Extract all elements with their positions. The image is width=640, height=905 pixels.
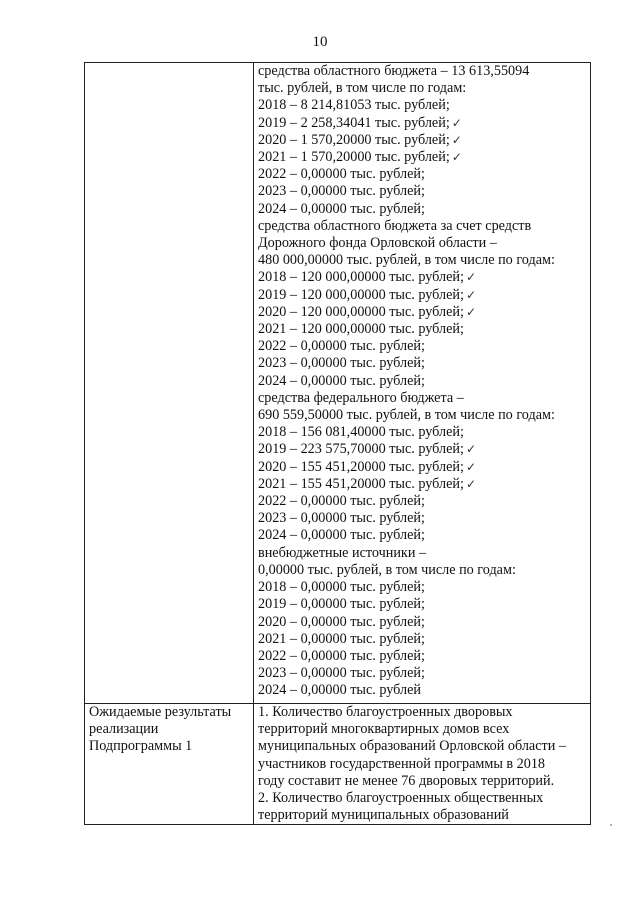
funding-line-text: 2021 – 0,00000 тыс. рублей; <box>258 630 425 647</box>
handwritten-check-mark-icon: ✓ <box>465 459 477 474</box>
funding-line <box>258 579 590 596</box>
funding-line <box>258 63 590 80</box>
funding-line <box>258 269 590 286</box>
funding-line-text: 2023 – 0,00000 тыс. рублей; <box>258 665 425 682</box>
funding-line <box>258 510 590 527</box>
funding-line <box>258 252 590 269</box>
funding-line <box>258 338 590 355</box>
funding-line-text: 2022 – 0,00000 тыс. рублей; <box>258 338 425 355</box>
funding-line-text: 2024 – 0,00000 тыс. рублей; <box>258 372 425 389</box>
funding-line-text: внебюджетные источники – <box>258 544 427 561</box>
funding-line <box>258 527 590 544</box>
funding-line <box>258 665 590 682</box>
handwritten-check-mark-icon: ✓ <box>451 115 462 130</box>
funding-line-text: средства федерального бюджета – <box>258 389 464 406</box>
funding-line <box>258 614 590 631</box>
handwritten-check-mark-icon: ✓ <box>451 150 462 165</box>
funding-line-text: 2022 – 0,00000 тыс. рублей; <box>258 493 425 510</box>
funding-line <box>258 682 590 699</box>
funding-line-text: 690 559,50000 тыс. рублей, в том числе по годам: <box>258 407 555 424</box>
funding-line <box>258 562 590 579</box>
funding-line <box>258 80 590 97</box>
funding-line <box>258 596 590 613</box>
funding-line-text: 2019 – 120 000,00000 тыс. рублей; <box>258 286 464 303</box>
handwritten-check-mark-icon: ✓ <box>465 442 477 457</box>
funding-line-text: 2018 – 156 081,40000 тыс. рублей; <box>258 424 464 441</box>
results-text-line: территорий муниципальных образований <box>258 807 509 824</box>
funding-line-text: 2020 – 120 000,00000 тыс. рублей; <box>258 303 464 320</box>
funding-line <box>258 407 590 424</box>
funding-line <box>258 166 590 183</box>
results-label-line: Подпрограммы 1 <box>89 738 193 755</box>
funding-line <box>258 287 590 304</box>
funding-line-text: 2019 – 223 575,70000 тыс. рублей; <box>258 441 464 458</box>
funding-line <box>258 235 590 252</box>
funding-line <box>258 424 590 441</box>
funding-line <box>258 183 590 200</box>
funding-line-text: средства областного бюджета за счет средств <box>258 217 532 234</box>
funding-line-text: 2024 – 0,00000 тыс. рублей; <box>258 200 425 217</box>
page-number: 10 <box>312 34 328 50</box>
funding-line-text: 2023 – 0,00000 тыс. рублей; <box>258 183 425 200</box>
funding-line <box>258 631 590 648</box>
results-label-line: реализации <box>89 721 159 738</box>
funding-line-text: 2019 – 0,00000 тыс. рублей; <box>258 596 425 613</box>
funding-label-cell <box>85 63 254 704</box>
results-text-line: 1. Количество благоустроенных дворовых <box>258 704 513 720</box>
funding-line <box>258 218 590 235</box>
funding-volumes-cell <box>254 63 591 704</box>
results-text-line: 2. Количество благоустроенных общественных <box>258 790 544 807</box>
handwritten-check-mark-icon: ✓ <box>465 304 477 319</box>
results-label-line: Ожидаемые результаты <box>89 704 232 720</box>
funding-line <box>258 355 590 372</box>
funding-line-text: Дорожного фонда Орловской области – <box>258 235 497 252</box>
funding-line-text: 2021 – 1 570,20000 тыс. рублей; <box>258 149 450 166</box>
funding-line <box>258 493 590 510</box>
funding-line-text: 2023 – 0,00000 тыс. рублей; <box>258 510 425 527</box>
funding-line-text: 2022 – 0,00000 тыс. рублей; <box>258 166 425 183</box>
funding-line <box>258 115 590 132</box>
expected-results-label-cell <box>85 704 254 825</box>
results-text-line: территорий многоквартирных домов всех <box>258 721 510 738</box>
results-text-line: муниципальных образований Орловской области – <box>258 738 566 755</box>
funding-line-text: 2020 – 155 451,20000 тыс. рублей; <box>258 458 464 475</box>
funding-line-text: 2019 – 2 258,34041 тыс. рублей; <box>258 114 450 131</box>
funding-line <box>258 476 590 493</box>
funding-line <box>258 441 590 458</box>
funding-line <box>258 321 590 338</box>
funding-line-text: 2023 – 0,00000 тыс. рублей; <box>258 355 425 372</box>
funding-line-text: 2021 – 155 451,20000 тыс. рублей; <box>258 475 464 492</box>
handwritten-check-mark-icon: ✓ <box>451 132 462 147</box>
funding-line-text: 2018 – 0,00000 тыс. рублей; <box>258 579 425 596</box>
funding-line-text: тыс. рублей, в том числе по годам: <box>258 80 467 97</box>
funding-line <box>258 648 590 665</box>
funding-line-text: 480 000,00000 тыс. рублей, в том числе по годам: <box>258 252 555 269</box>
funding-line-text: 2021 – 120 000,00000 тыс. рублей; <box>258 321 464 338</box>
funding-line <box>258 304 590 321</box>
handwritten-check-mark-icon: ✓ <box>465 270 477 285</box>
funding-line-text: 2024 – 0,00000 тыс. рублей <box>258 682 421 699</box>
scan-speck <box>610 824 612 826</box>
funding-line <box>258 132 590 149</box>
table-row-results <box>85 704 591 825</box>
program-passport-table <box>84 62 591 825</box>
funding-line-text: средства областного бюджета – 13 613,55094 <box>258 63 530 79</box>
funding-line <box>258 149 590 166</box>
funding-line-text: 2018 – 120 000,00000 тыс. рублей; <box>258 269 464 286</box>
results-text-line: участников государственной программы в 2018 <box>258 755 546 772</box>
funding-line <box>258 373 590 390</box>
funding-line-text: 0,00000 тыс. рублей, в том числе по годам: <box>258 561 516 578</box>
expected-results-cell <box>254 704 591 825</box>
handwritten-check-mark-icon: ✓ <box>465 476 477 491</box>
funding-line-text: 2020 – 0,00000 тыс. рублей; <box>258 613 425 630</box>
handwritten-check-mark-icon: ✓ <box>465 287 477 302</box>
funding-line <box>258 97 590 114</box>
funding-line <box>258 545 590 562</box>
funding-line <box>258 459 590 476</box>
results-text-line: году составит не менее 76 дворовых территорий. <box>258 772 555 789</box>
funding-line-text: 2024 – 0,00000 тыс. рублей; <box>258 527 425 544</box>
table-row-funding <box>85 63 591 704</box>
funding-line <box>258 390 590 407</box>
funding-line-text: 2022 – 0,00000 тыс. рублей; <box>258 647 425 664</box>
funding-line-text: 2018 – 8 214,81053 тыс. рублей; <box>258 97 450 114</box>
funding-line-text: 2020 – 1 570,20000 тыс. рублей; <box>258 131 450 148</box>
funding-line <box>258 201 590 218</box>
